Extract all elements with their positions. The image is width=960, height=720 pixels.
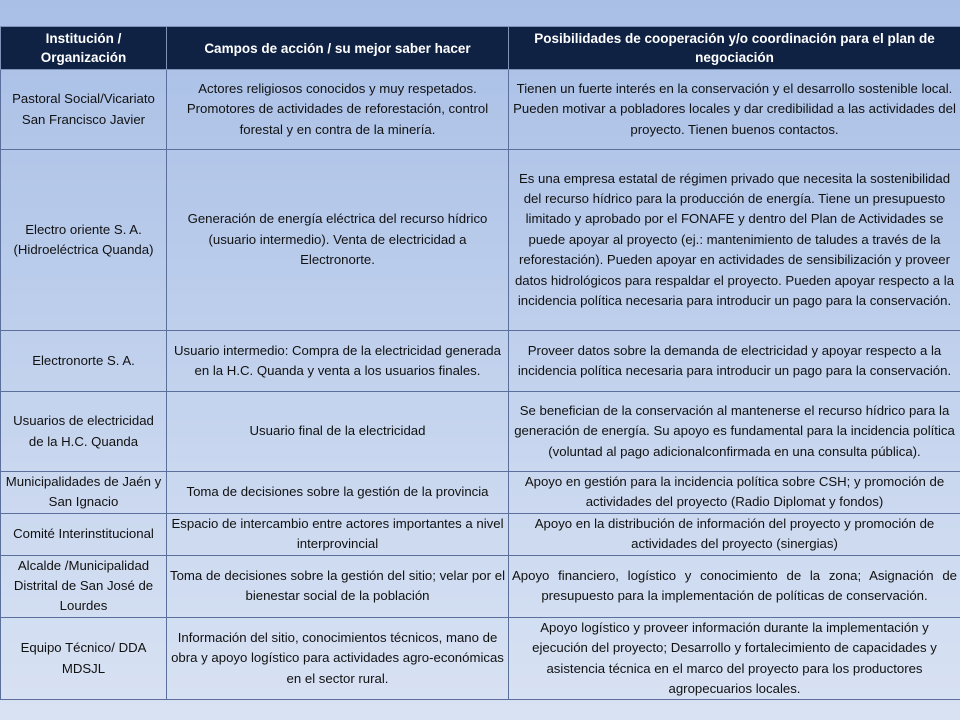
cell-cooperation: Apoyo en la distribución de información del proyecto y promoción de actividades del proyecto (sinergias) bbox=[509, 513, 960, 555]
cell-institution: Comité Interinstitucional bbox=[1, 513, 167, 555]
cell-cooperation: Es una empresa estatal de régimen privado que necesita la sostenibilidad del recurso hídrico para la producción de energía. Tiene un presupuesto limitado y aprobado por el FONAFE y dentro del Plan de Actividades se puede apoyar al proyecto (ej.: mantenimiento de taludes a través de la reforestación). Pueden apoyar en actividades de sensibilización y proveer datos hidrológicos para respaldar el proyecto. Pueden apoyar respecto a la incidencia política necesaria para introducir un pago para la conservación. bbox=[509, 150, 960, 331]
cell-cooperation: Apoyo logístico y proveer información durante la implementación y ejecución del proyecto; Desarrollo y fortalecimiento de capacidades y asistencia técnica en el marco del proyecto para los productores agropecuarios locales. bbox=[509, 617, 960, 700]
cell-cooperation: Tienen un fuerte interés en la conservación y el desarrollo sostenible local. Pueden motivar a pobladores locales y dar credibilidad a las actividades del proyecto. Tienen buenos contactos. bbox=[509, 70, 960, 150]
table-row bbox=[1, 617, 960, 700]
table-row bbox=[1, 472, 960, 514]
cell-cooperation: Apoyo financiero, logístico y conocimiento de la zona; Asignación de presupuesto para la implementación de políticas de conservación. bbox=[509, 555, 960, 617]
cell-cooperation: Se benefician de la conservación al mantenerse el recurso hídrico para la generación de energía. Su apoyo es fundamental para la incidencia política (voluntad al pago adicionalconfirmada en una consulta pública). bbox=[509, 392, 960, 472]
cell-institution: Equipo Técnico/ DDA MDSJL bbox=[1, 617, 167, 700]
header-row bbox=[1, 27, 960, 70]
cell-institution: Pastoral Social/Vicariato San Francisco Javier bbox=[1, 70, 167, 150]
table-row bbox=[1, 70, 960, 150]
header-institution: Institución / Organización bbox=[1, 27, 167, 70]
table-body bbox=[1, 70, 960, 700]
cell-fields: Información del sitio, conocimientos técnicos, mano de obra y apoyo logístico para actividades agro-económicas en el sector rural. bbox=[167, 617, 509, 700]
table-row bbox=[1, 150, 960, 331]
cell-institution: Electro oriente S. A. (Hidroeléctrica Quanda) bbox=[1, 150, 167, 331]
stakeholder-table bbox=[0, 26, 960, 700]
cell-fields: Actores religiosos conocidos y muy respetados. Promotores de actividades de reforestación, control forestal y en contra de la minería. bbox=[167, 70, 509, 150]
cell-institution: Electronorte S. A. bbox=[1, 331, 167, 392]
cell-fields: Toma de decisiones sobre la gestión del sitio; velar por el bienestar social de la población bbox=[167, 555, 509, 617]
cell-fields: Toma de decisiones sobre la gestión de la provincia bbox=[167, 472, 509, 514]
cell-fields: Espacio de intercambio entre actores importantes a nivel interprovincial bbox=[167, 513, 509, 555]
cell-institution: Usuarios de electricidad de la H.C. Quanda bbox=[1, 392, 167, 472]
cell-institution: Municipalidades de Jaén y San Ignacio bbox=[1, 472, 167, 514]
table-row bbox=[1, 392, 960, 472]
table-row bbox=[1, 513, 960, 555]
cell-cooperation: Proveer datos sobre la demanda de electricidad y apoyar respecto a la incidencia política necesaria para introducir un pago para la conservación. bbox=[509, 331, 960, 392]
cell-cooperation: Apoyo en gestión para la incidencia política sobre CSH; y promoción de actividades del proyecto (Radio Diplomat y fondos) bbox=[509, 472, 960, 514]
header-fields: Campos de acción / su mejor saber hacer bbox=[167, 27, 509, 70]
cell-fields: Usuario intermedio: Compra de la electricidad generada en la H.C. Quanda y venta a los usuarios finales. bbox=[167, 331, 509, 392]
table-row bbox=[1, 555, 960, 617]
cell-fields: Generación de energía eléctrica del recurso hídrico (usuario intermedio). Venta de electricidad a Electronorte. bbox=[167, 150, 509, 331]
table-header bbox=[1, 27, 960, 70]
cell-fields: Usuario final de la electricidad bbox=[167, 392, 509, 472]
header-cooperation: Posibilidades de cooperación y/o coordinación para el plan de negociación bbox=[509, 27, 960, 70]
cell-institution: Alcalde /Municipalidad Distrital de San José de Lourdes bbox=[1, 555, 167, 617]
table-row bbox=[1, 331, 960, 392]
